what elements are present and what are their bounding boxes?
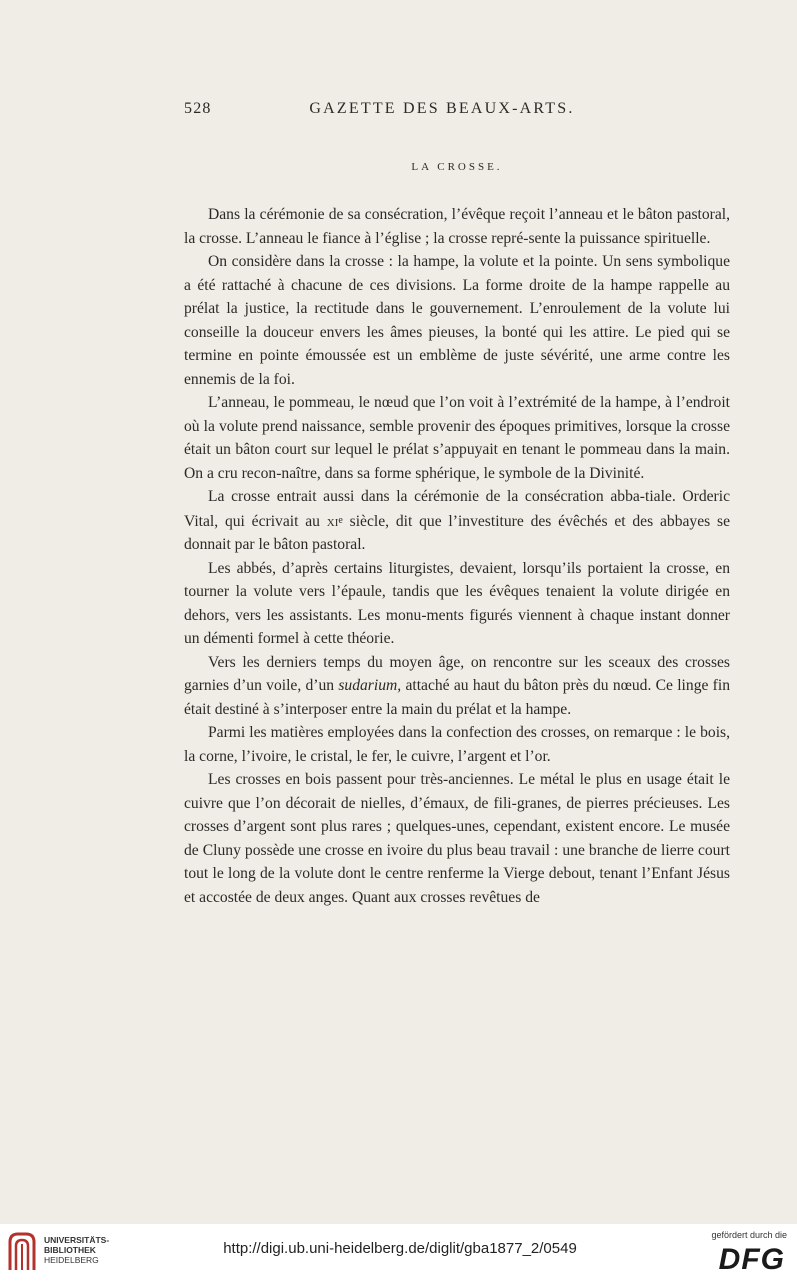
paragraph	[184, 485, 730, 557]
century-numeral: xi	[326, 512, 339, 530]
paragraph: Dans la cérémonie de sa consécration, l’évêque reçoit l’anneau et le bâton pastoral, la crosse. L’anneau le fiance à l’église ; la crosse repré-sente la puissance spirituelle.	[184, 206, 730, 247]
library-name-line: HEIDELBERG	[44, 1255, 99, 1265]
library-name-line: BIBLIOTHEK	[44, 1245, 96, 1255]
paragraph: On considère dans la crosse : la hampe, la volute et la pointe. Un sens symbolique a été rattaché à chacune de ces divisions. La forme droite de la hampe rappelle au prélat la justice, la rectitude dans le gouvernement. L’enroulement de la volute lui conseille la douceur envers les âmes pieuses, la bonté qui les attire. Le pied qui se termine en pointe émoussée est un emblème de juste sévérité, une arme contre les ennemis de la foi.	[184, 253, 730, 388]
italic-term: sudarium,	[338, 677, 402, 694]
funded-by-label: gefördert durch die	[711, 1230, 787, 1240]
paragraph-text: Vers les derniers temps du moyen âge, on rencontre sur les sceaux des crosses garnies d’un voile, d’un	[184, 653, 730, 694]
permalink-url[interactable]: http://digi.ub.uni-heidelberg.de/diglit/gba1877_2/0549	[223, 1240, 577, 1257]
digitization-footer	[0, 1224, 797, 1282]
paragraph: Les crosses en bois passent pour très-anciennes. Le métal le plus en usage était le cuivre que l’on décorait de nielles, d’émaux, de fili-granes, de pierres précieuses. Les crosses d’argent sont plus rares ; quelques-unes, cependant, existent encore. Le musée de Cluny possède une crosse en ivoire du plus beau travail : une branche de lierre court tout le long de la volute dont le centre renferme la Vierge debout, tenant l’Enfant Jésus et accostée de deux anges. Quant aux crosses revêtues de	[184, 771, 730, 906]
article-body	[184, 203, 730, 909]
paragraph-text: La crosse entrait aussi dans la cérémonie de la consécration abba-tiale. Orderic Vital, qui écrivait au	[184, 488, 730, 530]
paragraph	[184, 651, 730, 722]
library-name	[44, 1235, 109, 1265]
heidelberg-university-library-logo-icon	[6, 1230, 38, 1274]
paragraph: Parmi les matières employées dans la confection des crosses, on remarque : le bois, la corne, l’ivoire, le cristal, le fer, le cuivre, l’argent et l’or.	[184, 724, 730, 765]
paragraph: Les abbés, d’après certains liturgistes, devaient, lorsqu’ils portaient la crosse, en tourner la volute vers l’épaule, tandis que les évêques tenaient la volute dirigée en dehors, vers les assistants. Les monu-ments figurés viennent à chaque instant donner un démenti formel à cette théorie.	[184, 559, 730, 647]
paragraph-text: attaché au haut du bâton près du nœud. Ce linge fin était destiné à s’interposer entre la main du prélat et la hampe.	[184, 677, 730, 718]
ordinal-suffix: e	[338, 514, 343, 526]
paragraph-text: siècle, dit que l’investiture des évêchés et des abbayes se donnait par le bâton pastoral.	[184, 512, 730, 553]
page-number: 528	[184, 100, 212, 117]
section-title: LA CROSSE.	[411, 161, 503, 173]
dfg-logo: DFG	[718, 1243, 785, 1276]
journal-title: GAZETTE DES BEAUX-ARTS.	[309, 100, 575, 117]
library-name-line: UNIVERSITÄTS-	[44, 1235, 110, 1245]
paragraph: L’anneau, le pommeau, le nœud que l’on voit à l’extrémité de la hampe, à l’endroit où la volute prend naissance, semble provenir des époques primitives, lorsque la crosse était un bâton court sur lequel le prélat s’appuyait en tenant le pommeau dans la main. On a cru recon-naître, dans sa forme sphérique, le symbole de la Divinité.	[184, 394, 730, 482]
running-head	[184, 100, 730, 124]
